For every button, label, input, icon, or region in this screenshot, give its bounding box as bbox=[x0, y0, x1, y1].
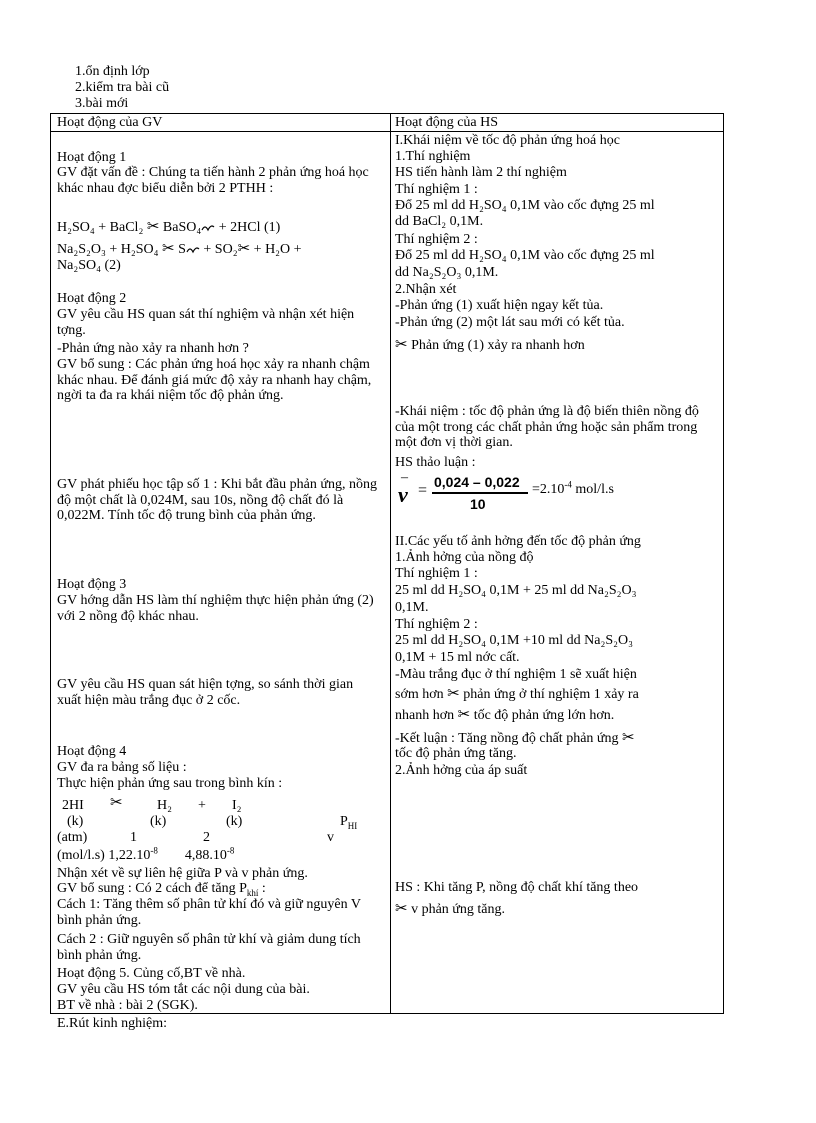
scissors-icon: ✂ bbox=[162, 239, 175, 257]
hs-khai-niem: -Khái niệm : tốc độ phản ứng là độ biến thiên nồng độ của một trong các chất phản ứng hoặc sản phẩm trong một đơn vị thời gian. bbox=[395, 404, 699, 450]
eq1-rhs: BaSO₄ bbox=[162, 220, 202, 235]
r-k1: (k) bbox=[67, 814, 84, 829]
v-result bbox=[532, 479, 614, 498]
hd4-bs-end: : bbox=[261, 881, 266, 896]
hs-mt3-row bbox=[395, 706, 614, 724]
r-i2: I₂ bbox=[232, 798, 242, 813]
table-right-border bbox=[723, 113, 724, 1014]
hs-kl2: tốc độ phản ứng tăng. bbox=[395, 746, 517, 761]
hs-s1: I.Khái niệm về tốc độ phản ứng hoá học bbox=[395, 133, 620, 148]
hs-p2: v phản ứng tăng. bbox=[411, 902, 505, 917]
col-header-gv: Hoạt động của GV bbox=[57, 115, 163, 130]
gv-hd4-bs bbox=[57, 881, 266, 897]
gv-hd2-add: GV bổ sung : Các phản ứng hoá học xảy ra nhanh chậm khác nhau. Để đánh giá mức độ xảy ra nhanh hay chậm, ngời ta đa ra khái niệm tốc độ phản ứng. bbox=[57, 357, 372, 403]
hs-tn2-text1: Đổ 25 ml dd H₂SO₄ 0,1M vào cốc đựng 25 ml bbox=[395, 248, 655, 263]
eq2-lhs: Na₂S₂O₃ + H₂SO₄ bbox=[57, 242, 159, 257]
hs-mt2-row bbox=[395, 685, 639, 703]
r-k2: (k) bbox=[150, 814, 167, 829]
gv-phieu: GV phát phiếu học tập số 1 : Khi bắt đầu phản ứng, nồng độ một chất là 0,024M, sau 10s, nồng độ chất đó là 0,022M. Tính tốc độ trung bình của phản ứng. bbox=[57, 477, 377, 523]
fraction-bar bbox=[432, 492, 528, 494]
gv-hd1-title: Hoạt động 1 bbox=[57, 150, 127, 165]
r-v: v bbox=[327, 830, 334, 845]
hd4-bs-text: GV bổ sung : Có 2 cách để tăng P bbox=[57, 881, 247, 896]
hs-thao-luan: HS thảo luận : bbox=[395, 455, 476, 470]
r-unit-row bbox=[57, 845, 235, 864]
gv-hd2-question: -Phản ứng nào xảy ra nhanh hơn ? bbox=[57, 341, 249, 356]
hs-s1-1a: HS tiến hành làm 2 thí nghiệm bbox=[395, 165, 567, 180]
hs-nx2: -Phản ứng (2) một lát sau mới có kết tủa. bbox=[395, 315, 625, 330]
scissors-icon: ✂ bbox=[457, 705, 471, 723]
scissors-icon: ✂ bbox=[622, 728, 635, 746]
r-h2: H₂ bbox=[157, 798, 172, 813]
hs-mt3b: tốc độ phản ứng lớn hơn. bbox=[473, 708, 615, 723]
hs-tn2-text2: dd Na₂S₂O₃ 0,1M. bbox=[395, 265, 499, 280]
velocity-formula bbox=[398, 470, 718, 520]
r-k3: (k) bbox=[226, 814, 243, 829]
hs-nx1: -Phản ứng (1) xuất hiện ngay kết tủa. bbox=[395, 298, 604, 313]
v-res-exp: -4 bbox=[564, 479, 572, 490]
r-unit: (mol/l.s) bbox=[57, 848, 105, 863]
r-phi-sub: HI bbox=[347, 820, 358, 831]
gv-hd3-title: Hoạt động 3 bbox=[57, 577, 127, 592]
eq2-mid2: + SO₂ bbox=[203, 242, 238, 257]
hs-s1-1: 1.Thí nghiệm bbox=[395, 149, 471, 164]
gas-arrow-icon: ✂ bbox=[237, 239, 251, 257]
gv-cach2: Cách 2 : Giữ nguyên số phân tử khí và giảm dung tích bình phản ứng. bbox=[57, 932, 361, 963]
hs-s2-1: 1.Ảnh hởng của nồng độ bbox=[395, 550, 534, 565]
gv-hd3-obs: GV yêu cầu HS quan sát hiện tợng, so sánh thời gian xuất hiện màu trắng đục ở 2 cốc. bbox=[57, 677, 354, 708]
gv-hd4-line1: GV đa ra bảng số liệu : bbox=[57, 760, 187, 775]
eq2-line2: Na₂SO₄ (2) bbox=[57, 258, 121, 273]
scissors-icon: ✂ bbox=[395, 335, 408, 353]
eq2-tail: + H₂O + bbox=[253, 242, 302, 257]
v-numerator: 0,024 – 0,022 bbox=[434, 474, 520, 490]
precipitate-arrow-icon bbox=[201, 223, 215, 233]
hs-tn1b: Thí nghiệm 1 : bbox=[395, 566, 478, 581]
hs-tn1-text1: Đổ 25 ml dd H₂SO₄ 0,1M vào cốc đựng 25 ml bbox=[395, 198, 655, 213]
table-left-border bbox=[50, 113, 51, 1014]
gv-equation-1 bbox=[57, 218, 280, 236]
hs-tn1-text2: dd BaCl₂ 0,1M. bbox=[395, 214, 484, 229]
gv-equation-2 bbox=[57, 240, 302, 258]
hs-tn1b-l2: 0,1M. bbox=[395, 600, 429, 615]
r-val1-exp: -8 bbox=[150, 845, 158, 856]
table-middle-border bbox=[390, 113, 391, 1014]
hs-nx: 2.Nhận xét bbox=[395, 282, 457, 297]
eq1-lhs: H₂SO₄ + BaCl₂ bbox=[57, 220, 144, 235]
table-top-border bbox=[50, 113, 724, 114]
hs-tn1: Thí nghiệm 1 : bbox=[395, 182, 478, 197]
r-2hi: 2HI bbox=[62, 798, 84, 813]
hs-mt2a: sớm hơn bbox=[395, 687, 444, 702]
hs-tn2: Thí nghiệm 2 : bbox=[395, 232, 478, 247]
v-unit: mol/l.s bbox=[575, 482, 614, 497]
r-val1: 1,22.10 bbox=[108, 848, 151, 863]
hs-tn2b-l1: 25 ml dd H₂SO₄ 0,1M +10 ml dd Na₂S₂O₃ bbox=[395, 633, 634, 648]
hs-nx3-row bbox=[395, 336, 585, 354]
gv-hd4-nx: Nhận xét về sự liên hệ giữa P và v phản ứng. bbox=[57, 866, 308, 881]
v-eq: = bbox=[418, 482, 428, 499]
scissors-icon: ✂ bbox=[447, 684, 460, 702]
eq1-tail: + 2HCl (1) bbox=[218, 220, 281, 235]
r-val2-exp: -8 bbox=[226, 845, 235, 856]
v-bar-mark: – bbox=[401, 470, 408, 485]
r-val2: 4,88.10 bbox=[184, 848, 227, 863]
r-atm: (atm) bbox=[57, 830, 88, 845]
gv-hd2-text: GV yêu cầu HS quan sát thí nghiệm và nhận xét hiện tợng. bbox=[57, 307, 355, 338]
gv-cach1: Cách 1: Tăng thêm số phân tử khí đó và giữ nguyên V bình phản ứng. bbox=[57, 897, 361, 928]
col-header-hs: Hoạt động của HS bbox=[395, 115, 499, 130]
gv-hd3-text: GV hớng dẫn HS làm thí nghiệm thực hiện phản ứng (2) với 2 nồng độ khác nhau. bbox=[57, 593, 374, 624]
hs-p2-row bbox=[395, 900, 505, 918]
table-header-border bbox=[50, 131, 724, 132]
hs-mt1: -Màu trắng đục ở thí nghiệm 1 sẽ xuất hiện bbox=[395, 667, 637, 682]
v-symbol: v bbox=[398, 482, 408, 507]
header-item-2: 2.kiểm tra bài cũ bbox=[75, 80, 170, 95]
hs-tn2b-l2: 0,1M + 15 ml nớc cất. bbox=[395, 650, 520, 665]
hs-nx3: Phản ứng (1) xảy ra nhanh hơn bbox=[411, 338, 585, 353]
gv-hd1-text: GV đặt vấn đề : Chúng ta tiến hành 2 phản ứng hoá học khác nhau đợc biểu diễn bởi 2 PTHH : bbox=[57, 165, 369, 196]
r-phi-label: P bbox=[340, 814, 348, 829]
gv-hd2-title: Hoạt động 2 bbox=[57, 291, 127, 306]
scissors-icon: ✂ bbox=[395, 899, 408, 917]
r-1: 1 bbox=[130, 830, 137, 845]
hs-tn2b: Thí nghiệm 2 : bbox=[395, 617, 478, 632]
gv-hd5-b: BT về nhà : bài 2 (SGK). bbox=[57, 998, 198, 1013]
scissors-icon: ✂ bbox=[110, 793, 123, 811]
gv-hd5-a: GV yêu cầu HS tóm tắt các nội dung của bài. bbox=[57, 982, 310, 997]
eq2-mid: S bbox=[178, 242, 186, 257]
precipitate-arrow-icon bbox=[186, 245, 200, 255]
hs-kl1: -Kết luận : Tăng nồng độ chất phản ứng bbox=[395, 731, 619, 746]
v-denominator: 10 bbox=[470, 496, 486, 512]
header-item-3: 3.bài mới bbox=[75, 96, 129, 111]
hd4-bs-sub: khí bbox=[246, 887, 259, 898]
hs-mt2b: phản ứng ở thí nghiệm 1 xảy ra bbox=[463, 687, 639, 702]
hs-s2-2: 2.Ảnh hởng của áp suất bbox=[395, 763, 528, 778]
hs-s2: II.Các yếu tố ảnh hởng đến tốc độ phản ứng bbox=[395, 534, 641, 549]
r-phi bbox=[340, 814, 357, 830]
hs-p1: HS : Khi tăng P, nồng độ chất khí tăng theo bbox=[395, 880, 639, 895]
gv-hd4-line2: Thực hiện phản ứng sau trong bình kín : bbox=[57, 776, 283, 791]
header-item-1: 1.ổn định lớp bbox=[75, 64, 150, 79]
gv-hd4-title: Hoạt động 4 bbox=[57, 744, 127, 759]
footer-rut-kinh-nghiem: E.Rút kinh nghiệm: bbox=[57, 1016, 168, 1031]
hs-tn1b-l1: 25 ml dd H₂SO₄ 0,1M + 25 ml dd Na₂S₂O₃ bbox=[395, 583, 637, 598]
v-res-base: =2.10 bbox=[532, 482, 565, 497]
r-2: 2 bbox=[203, 830, 210, 845]
scissors-icon: ✂ bbox=[146, 217, 160, 235]
hs-kl1-row bbox=[395, 729, 635, 747]
hs-mt3a: nhanh hơn bbox=[395, 708, 455, 723]
gv-hd5: Hoạt động 5. Củng cố,BT về nhà. bbox=[57, 966, 246, 981]
r-plus: + bbox=[198, 798, 206, 813]
